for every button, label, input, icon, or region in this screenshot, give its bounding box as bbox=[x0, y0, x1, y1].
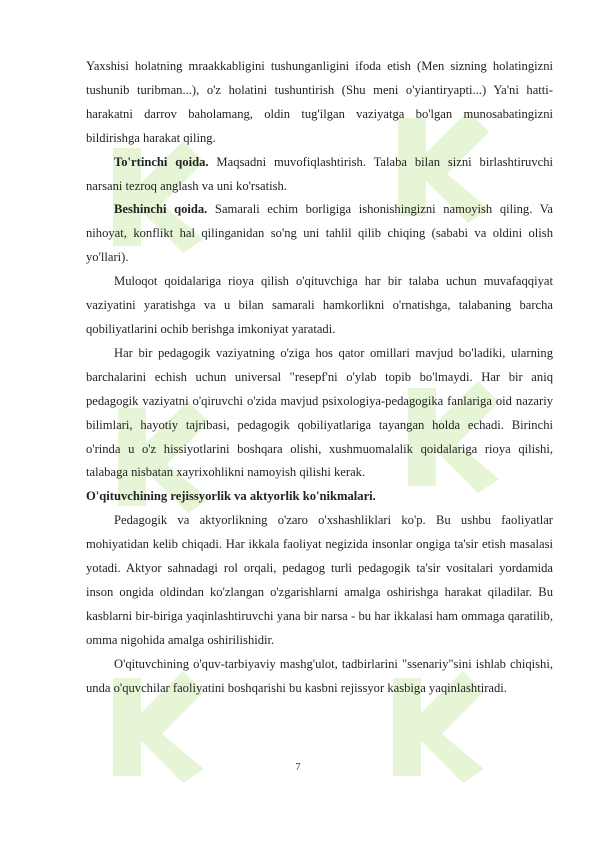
paragraph bbox=[86, 342, 553, 485]
paragraph-text: Muloqot qoidalariga rioya qilish o'qituvchiga har bir talaba uchun muvafaqqiyat vaziyatini yaratishga va u bilan samarali hamkorlikni o'rnatishga, talabaning barcha qobiliyatlarini ochib berishga imkoniyat yaratadi. bbox=[86, 274, 553, 336]
section-heading-text: O'qituvchining rejissyorlik va aktyorlik ko'nikmalari. bbox=[86, 489, 376, 504]
page-number: 7 bbox=[295, 762, 301, 773]
paragraph-text: Pedagogik va aktyorlikning o'zaro o'xshashliklari ko'p. Bu ushbu faoliyatlar mohiyatidan kelib chiqadi. Har ikkala faoliyat negizida insonlar ongiga ta'sir etish masalasi yotadi. Aktyor sahnadagi rol orqali, pedagog turli pedagogik ta'sir vositalari yordamida inson ongida oldindan ko'zlangan o'zgarishlarni amalga oshirishga harakat qiladilar. Bu kasblarni bir-biriga yaqinlashtiruvchi yana bir narsa - bu har ikkalasi ham ommaga qaratilib, omma nigohida amalga oshirilishidir. bbox=[86, 513, 553, 647]
paragraph-bold-lead: Beshinchi qoida. bbox=[114, 202, 208, 217]
paragraph-text: Yaxshisi holatning mraakkabligini tushunganligini ifoda etish (Men sizning holatingizni tushunib turibman...), o'z holatini tushuntirish (Shu meni o'yiantiryapti...) Ya'ni hatti-harakatni darrov baholamang, oldin tug'ilgan vaziyatga bo'lgan munosabatingizni bildirishga harakat qiling. bbox=[86, 59, 553, 145]
paragraph bbox=[86, 653, 553, 701]
section-heading bbox=[86, 485, 553, 509]
paragraph-text: Har bir pedagogik vaziyatning o'ziga hos qator omillari mavjud bo'ladiki, ularning barchalarini echish uchun universal "resepf'ni o'ylab topib bo'lmaydi. Har bir aniq pedagogik vaziyatni o'qiruvchi o'zida mavjud psixologiya-pedagogika fanlariga oid nazariy bilimlari, hayotiy tajribasi, pedagogik qobiliyatlariga tayangan holda echadi. Birinchi o'rinda u o'z hissiyotlarini boshqara olishi, xushmuomalalik qoidalariga rioya qilishi, talabaga nisbatan xayrixohlikni namoyish qilishi kerak. bbox=[86, 345, 553, 480]
paragraph-text: Maqsadni muvofiqlashtirish. Talaba bilan sizni birlashtiruvchi narsani tezroq anglash va uni ko'rsatish. bbox=[86, 154, 553, 193]
body-text bbox=[86, 55, 553, 700]
paragraph-text: O'qituvchining o'quv-tarbiyaviy mashg'ulot, tadbirlarini "ssenariy"sini ishlab chiqishi, unda o'quvchilar faoliyatini boshqarishi bu kasbni rejissyor kasbiga yaqinlashtiradi. bbox=[86, 656, 553, 695]
paragraph bbox=[86, 198, 553, 270]
paragraph-bold-lead: To'rtinchi qoida. bbox=[114, 154, 209, 169]
paragraph bbox=[86, 55, 553, 151]
paragraph-text: Samarali echim borligiga ishonishingizni namoyish qiling. Va nihoyat, konflikt hal qilinganidan so'ng uni tahlil qilib chiqing (sababi va oldini olish yo'llari). bbox=[86, 202, 554, 265]
paragraph bbox=[86, 270, 553, 342]
paragraph bbox=[86, 509, 553, 652]
paragraph bbox=[86, 151, 553, 199]
